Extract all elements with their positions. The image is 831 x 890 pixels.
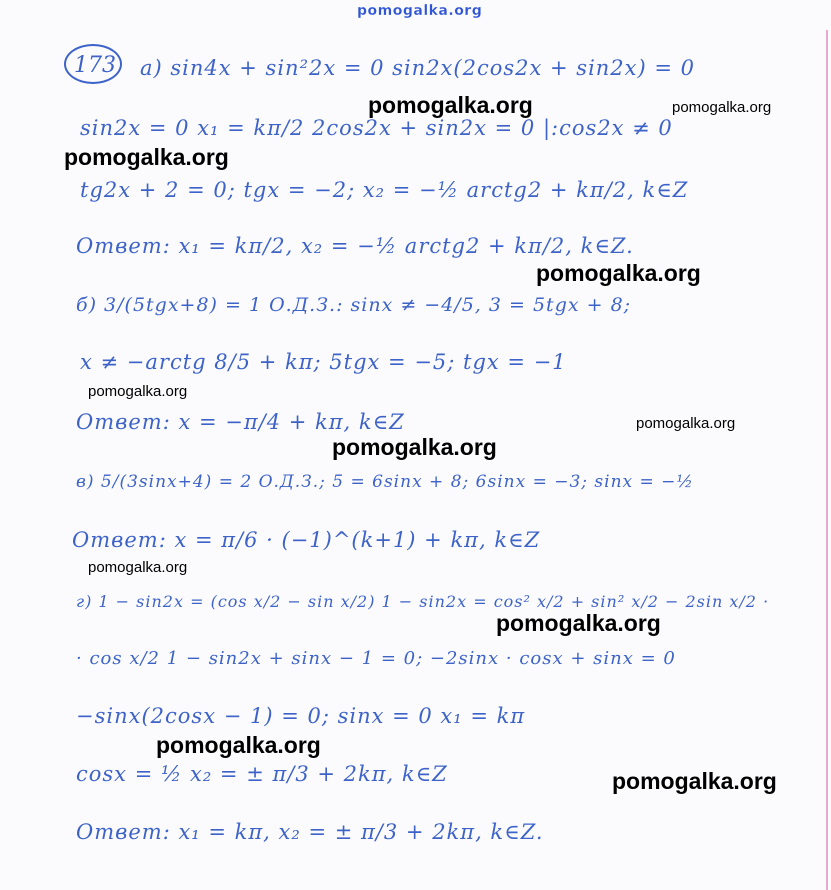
- solution-line-d2: · cos x/2 1 − sin2x + sinx − 1 = 0; −2sinx · cosx + sinx = 0: [76, 648, 676, 669]
- solution-line-b1: б) 3/(5tgx+8) = 1 О.Д.З.: sinx ≠ −4/5, 3 = 5tgx + 8;: [76, 294, 632, 316]
- problem-number-text: 173: [74, 53, 116, 78]
- answer-line-b: Ответ: x = −π/4 + kπ, k∈Z: [76, 410, 405, 434]
- margin-line: [826, 30, 828, 890]
- solution-line-d1: г) 1 − sin2x = (cos x/2 − sin x/2) 1 − sin2x = cos² x/2 + sin² x/2 − 2sin x/2 ·: [76, 592, 770, 611]
- watermark: pomogalka.org: [332, 434, 497, 460]
- site-header-logo[interactable]: pomogalka.org: [357, 3, 483, 19]
- watermark: pomogalka.org: [536, 260, 701, 286]
- solution-line-d3: −sinx(2cosx − 1) = 0; sinx = 0 x₁ = kπ: [76, 704, 526, 728]
- problem-number: [64, 44, 122, 84]
- solution-line-1: а) sin4x + sin²2x = 0 sin2x(2cos2x + sin2x) = 0: [140, 56, 696, 80]
- answer-line-d: Ответ: x₁ = kπ, x₂ = ± π/3 + 2kπ, k∈Z.: [76, 820, 544, 844]
- watermark: pomogalka.org: [88, 559, 188, 576]
- solution-line-2: sin2x = 0 x₁ = kπ/2 2cos2x + sin2x = 0 |:cos2x ≠ 0: [80, 116, 673, 140]
- solution-line-c1: в) 5/(3sinx+4) = 2 О.Д.З.; 5 = 6sinx + 8; 6sinx = −3; sinx = −½: [76, 472, 694, 492]
- answer-line-c: Ответ: x = π/6 · (−1)^(k+1) + kπ, k∈Z: [72, 528, 541, 552]
- solution-line-3: tg2x + 2 = 0; tgx = −2; x₂ = −½ arctg2 + kπ/2, k∈Z: [80, 178, 689, 202]
- watermark: pomogalka.org: [156, 732, 321, 758]
- watermark: pomogalka.org: [496, 610, 661, 636]
- watermark: pomogalka.org: [612, 768, 777, 794]
- watermark: pomogalka.org: [672, 99, 772, 116]
- answer-line-a: Ответ: x₁ = kπ/2, x₂ = −½ arctg2 + kπ/2, k∈Z.: [76, 234, 634, 258]
- watermark: pomogalka.org: [636, 415, 736, 432]
- solution-line-d4: cosx = ½ x₂ = ± π/3 + 2kπ, k∈Z: [76, 762, 448, 786]
- watermark: pomogalka.org: [368, 92, 533, 118]
- solution-line-b2: x ≠ −arctg 8/5 + kπ; 5tgx = −5; tgx = −1: [80, 350, 567, 374]
- watermark: pomogalka.org: [88, 383, 188, 400]
- watermark: pomogalka.org: [64, 144, 229, 170]
